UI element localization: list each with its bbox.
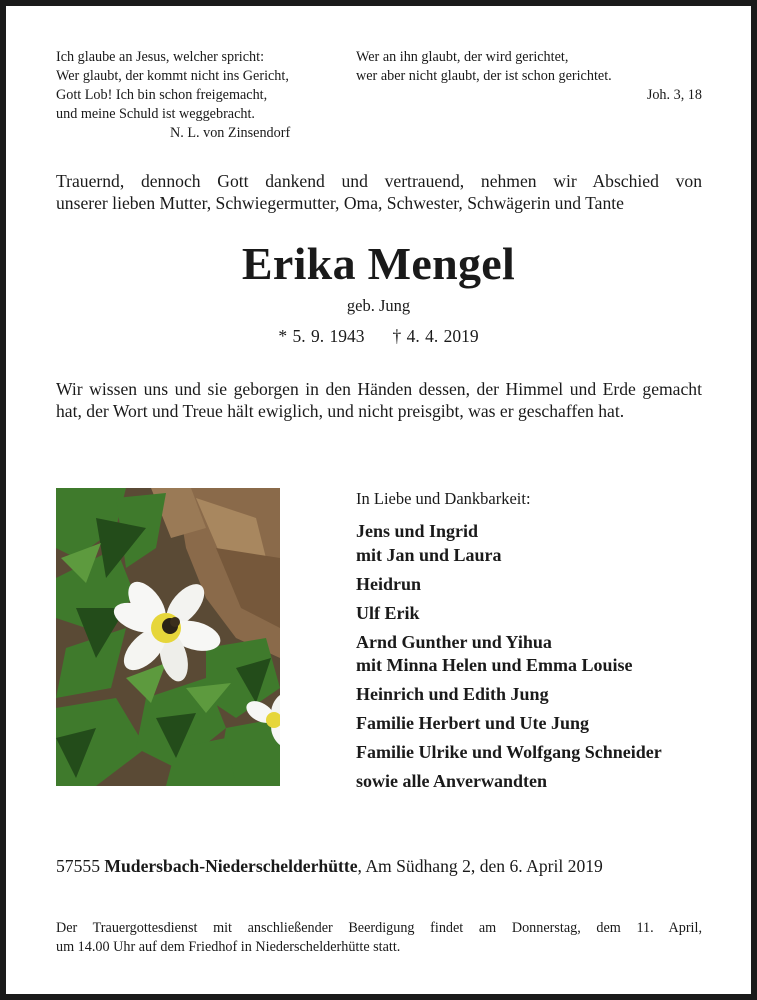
mourner-line: Heidrun bbox=[356, 573, 422, 594]
mourner-entry bbox=[356, 683, 706, 707]
faith-text: Wir wissen uns und sie geborgen in den Händen dessen, der Himmel und Erde gemacht hat, der Wort und Treue hält ewiglich, und nicht preisgibt, was er geschaffen hat. bbox=[56, 379, 702, 421]
mourner-line: Arnd Gunther und Yihua bbox=[356, 631, 552, 652]
mourner-line: mit Jan und Laura bbox=[356, 544, 502, 565]
hymn-line: Wer glaubt, der kommt nicht ins Gericht, bbox=[56, 68, 289, 84]
hymn-attribution: N. L. von Zinsendorf bbox=[170, 125, 291, 141]
mourner-line: sowie alle Anverwandten bbox=[356, 771, 547, 791]
bible-line: wer aber nicht glaubt, der ist schon gerichtet. bbox=[356, 68, 612, 84]
life-dates bbox=[6, 324, 751, 348]
mourner-line: Familie Herbert und Ute Jung bbox=[356, 713, 589, 733]
intro-line: unserer lieben Mutter, Schwiegermutter, Oma, Schwester, Schwägerin und Tante bbox=[56, 193, 624, 213]
bible-verse bbox=[356, 48, 702, 105]
mourner-entry bbox=[356, 770, 706, 794]
intro-text bbox=[56, 170, 702, 214]
bible-reference: Joh. 3, 18 bbox=[646, 87, 702, 103]
birth-name: geb. Jung bbox=[346, 296, 411, 315]
mourner-entry bbox=[356, 602, 706, 626]
mourner-line: Jens und Ingrid bbox=[356, 521, 479, 541]
hymn-line: und meine Schuld ist weggebracht. bbox=[56, 106, 255, 122]
mourners-list bbox=[356, 488, 706, 799]
mourner-entry bbox=[356, 712, 706, 736]
death-date: † 4. 4. 2019 bbox=[392, 326, 479, 346]
intro-line: Trauernd, dennoch Gott dankend und vertrauend, nehmen wir Abschied von bbox=[56, 171, 702, 191]
mourner-entry bbox=[356, 520, 706, 567]
mourner-entry bbox=[356, 631, 706, 678]
mourner-line: Ulf Erik bbox=[356, 602, 420, 623]
mourner-line: Heinrich und Edith Jung bbox=[356, 684, 549, 704]
mourners-heading: In Liebe und Dankbarkeit: bbox=[356, 489, 531, 508]
anemone-flower-photo bbox=[56, 488, 280, 786]
town-name: Mudersbach-Niederschelderhütte bbox=[104, 856, 358, 876]
postcode: 57555 bbox=[56, 856, 100, 876]
bible-line: Wer an ihn glaubt, der wird gerichtet, bbox=[356, 49, 569, 65]
hymn-verse bbox=[56, 48, 346, 143]
mourner-line: mit Minna Helen und Emma Louise bbox=[356, 655, 633, 675]
funeral-notice bbox=[56, 919, 702, 957]
notice-line: um 14.00 Uhr auf dem Friedhof in Niederschelderhütte statt. bbox=[56, 939, 401, 955]
street-and-date: , Am Südhang 2, den 6. April 2019 bbox=[357, 856, 603, 876]
mourner-line: Familie Ulrike und Wolfgang Schneider bbox=[356, 742, 662, 762]
address-line bbox=[56, 854, 702, 878]
hymn-line: Gott Lob! Ich bin schon freigemacht, bbox=[56, 87, 268, 103]
mourner-entry bbox=[356, 573, 706, 597]
deceased-name: Erika Mengel bbox=[241, 238, 516, 289]
mourner-entry bbox=[356, 741, 706, 765]
notice-line: Der Trauergottesdienst mit anschließender Beerdigung findet am Donnerstag, dem 11. April, bbox=[56, 920, 702, 936]
hymn-line: Ich glaube an Jesus, welcher spricht: bbox=[56, 49, 265, 65]
birth-date: * 5. 9. 1943 bbox=[278, 326, 365, 346]
